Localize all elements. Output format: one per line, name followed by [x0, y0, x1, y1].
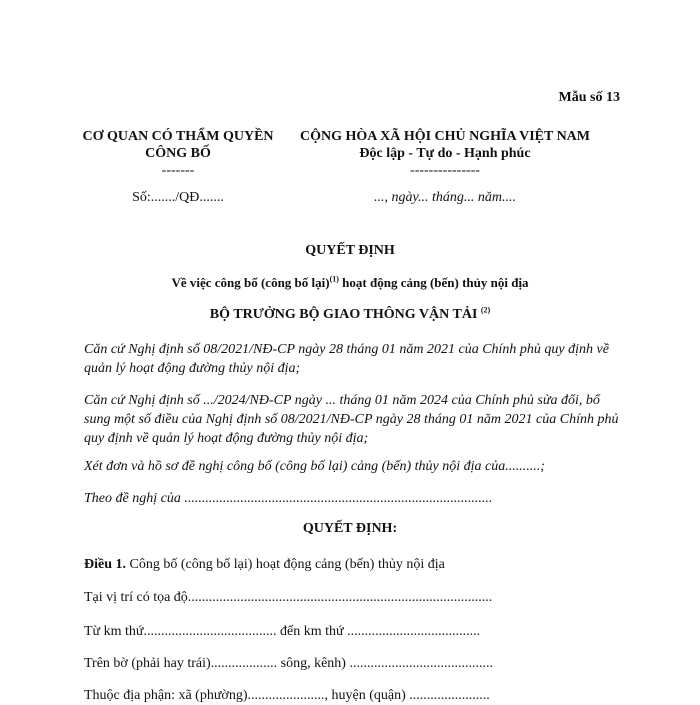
authority-footnote-marker: (2)	[480, 305, 491, 315]
article-1	[84, 555, 624, 574]
document-number: Số:......./QĐ.......	[132, 190, 224, 205]
decision-title: QUYẾT ĐỊNH	[305, 243, 395, 258]
agency-line-1: CƠ QUAN CÓ THẨM QUYỀN	[82, 129, 274, 144]
issuing-authority	[60, 307, 640, 323]
agency-line-2: CÔNG BỐ	[145, 146, 211, 161]
subject-text-pre: Về việc công bố (công bố lại)	[171, 275, 330, 290]
preamble-clause-2: Căn cứ Nghị định số .../2024/NĐ-CP ngày ... tháng 01 năm 2024 của Chính phủ sửa đổi, bổ sung một số điều của Nghị định số 08/2021/NĐ-CP ngày 28 tháng 01 năm 2021 của Chính phủ quy định về quản lý hoạt động đường thủy nội địa;	[84, 393, 619, 446]
field-administrative-area: Thuộc địa phận: xã (phường)......................, huyện (quận) .......................	[84, 688, 490, 703]
decision-heading: QUYẾT ĐỊNH:	[302, 521, 398, 536]
nation-divider: ---------------	[410, 163, 480, 178]
field-km-range: Từ km thứ...................................... đến km thứ ......................................	[84, 624, 481, 639]
issuing-agency-block	[78, 128, 278, 206]
form-number: Mẫu số 13	[558, 90, 620, 105]
date-line: ..., ngày... tháng... năm....	[374, 190, 516, 205]
field-river-bank: Trên bờ (phải hay trái)................... sông, kênh) .........................................	[84, 656, 493, 671]
preamble-clause-3: Xét đơn và hồ sơ đề nghị công bố (công bố lại) cảng (bến) thủy nội địa của..........;	[84, 459, 545, 474]
authority-text: BỘ TRƯỞNG BỘ GIAO THÔNG VẬN TẢI	[209, 307, 478, 322]
field-coordinates: Tại vị trí có tọa độ.......................................................................................	[84, 590, 493, 605]
agency-divider: -------	[161, 163, 195, 178]
nation-name: CỘNG HÒA XÃ HỘI CHỦ NGHĨA VIỆT NAM	[299, 129, 590, 144]
national-motto-block	[290, 128, 600, 206]
preamble-clause-4: Theo đề nghị của ........................................................................................	[84, 491, 493, 506]
article-1-text: Công bố (công bố lại) hoạt động cảng (bến) thủy nội địa	[126, 557, 445, 572]
article-1-label: Điều 1.	[84, 557, 126, 572]
subject-footnote-marker: (1)	[329, 274, 339, 284]
subject-text-post: hoạt động cảng (bến) thủy nội địa	[338, 275, 529, 290]
decision-subject	[60, 275, 640, 291]
nation-motto: Độc lập - Tự do - Hạnh phúc	[359, 146, 531, 161]
preamble-clause-1: Căn cứ Nghị định số 08/2021/NĐ-CP ngày 28 tháng 01 năm 2021 của Chính phủ quy định về quản lý hoạt động đường thủy nội địa;	[84, 342, 609, 376]
